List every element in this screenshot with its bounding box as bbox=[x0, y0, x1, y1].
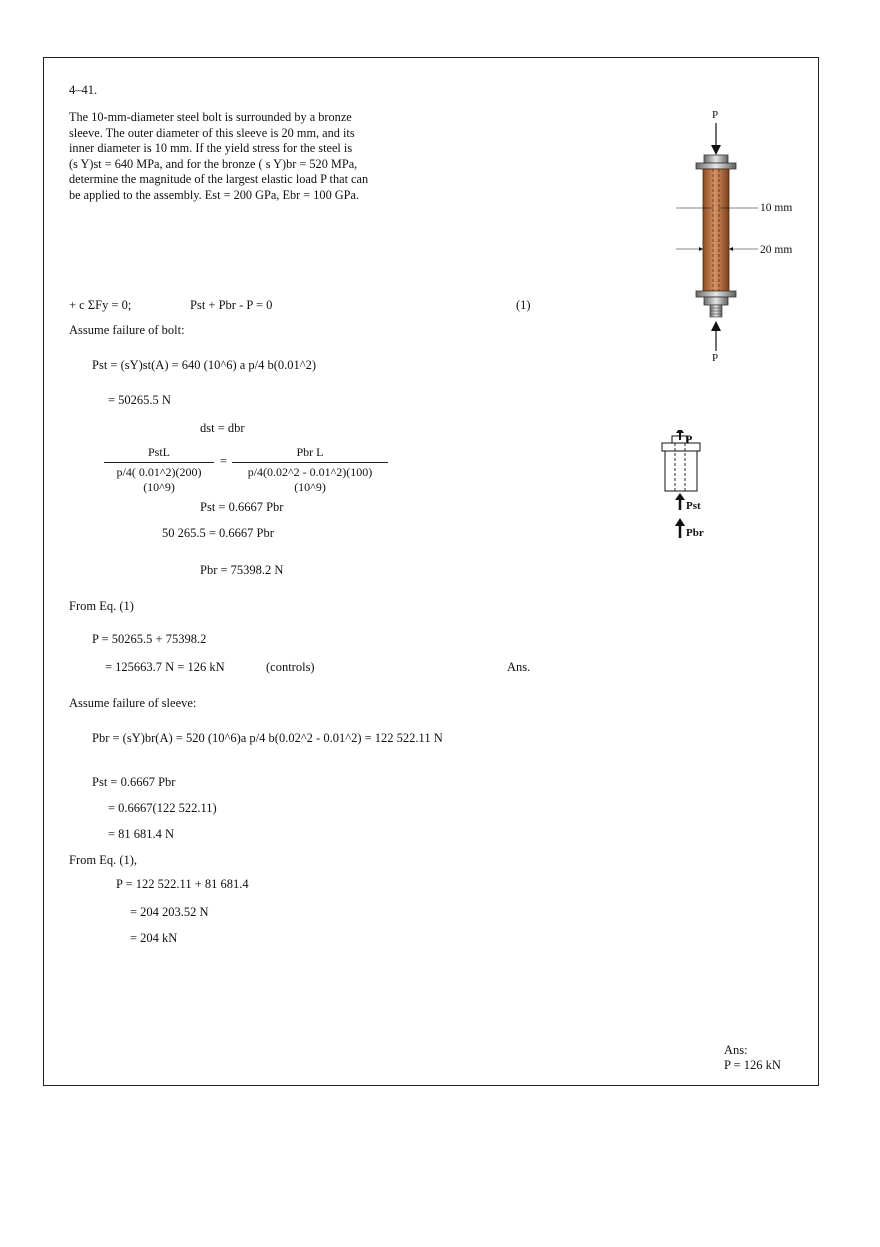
from-eq1-heading: From Eq. (1) bbox=[69, 599, 134, 613]
pbr-value: Pbr = 75398.2 N bbox=[200, 563, 284, 577]
dim-inner-label: 10 mm bbox=[760, 202, 793, 214]
load-label-top: P bbox=[712, 109, 719, 121]
p-result: = 125663.7 N = 126 kN bbox=[105, 660, 225, 674]
eq-sum-lhs: + c ΣFy = 0; bbox=[69, 298, 132, 312]
controls-note: (controls) bbox=[266, 660, 315, 674]
p-sum: P = 50265.5 + 75398.2 bbox=[92, 632, 207, 646]
load-label-bottom: P bbox=[712, 352, 719, 364]
answer-box-value: P = 126 kN bbox=[724, 1058, 781, 1072]
p2-value: = 204 203.52 N bbox=[130, 905, 209, 919]
p2-kn: = 204 kN bbox=[130, 931, 178, 945]
fbd-p-label: P bbox=[685, 432, 693, 446]
from-eq1b-heading: From Eq. (1), bbox=[69, 853, 138, 867]
problem-line: determine the magnitude of the largest elastic load P that can bbox=[69, 172, 369, 187]
compat-left-num: PstL bbox=[104, 445, 214, 463]
eq-sum-number: (1) bbox=[516, 298, 531, 312]
pst-calc: Pst = (sY)st(A) = 640 (10^6) a p/4 b(0.01^2) bbox=[92, 358, 317, 372]
dim-outer-label: 20 mm bbox=[760, 244, 793, 256]
compat-right-num: Pbr L bbox=[232, 445, 388, 463]
compat-left-den: p/4( 0.01^2)(200)(10^9) bbox=[116, 465, 202, 494]
equals-sign: = bbox=[220, 454, 228, 468]
pbr-calc: Pbr = (sY)br(A) = 520 (10^6)a p/4 b(0.02^2 - 0.01^2) = 122 522.11 N bbox=[92, 731, 443, 745]
assume-bolt-heading: Assume failure of bolt: bbox=[69, 323, 185, 337]
fbd-pbr-label: Pbr bbox=[686, 527, 704, 539]
pst-value: = 50265.5 N bbox=[108, 393, 171, 407]
compat-right-den: p/4(0.02^2 - 0.01^2)(100)(10^9) bbox=[247, 465, 373, 494]
pst2-value: = 81 681.4 N bbox=[108, 827, 175, 841]
compatibility: dst = dbr bbox=[200, 421, 245, 435]
ratio-substituted: 50 265.5 = 0.6667 Pbr bbox=[162, 526, 274, 540]
problem-statement bbox=[69, 110, 381, 204]
answer-box-label: Ans: bbox=[724, 1043, 748, 1057]
problem-line: be applied to the assembly. Est = 200 GPa, Ebr = 100 GPa. bbox=[69, 187, 360, 202]
problem-number: 4–41. bbox=[69, 83, 98, 97]
problem-line: inner diameter is 10 mm. If the yield stress for the steel is bbox=[69, 141, 353, 156]
problem-line: The 10-mm-diameter steel bolt is surrounded by a bronze bbox=[69, 110, 352, 124]
compat-fraction-left bbox=[104, 445, 214, 495]
assume-sleeve-heading: Assume failure of sleeve: bbox=[69, 696, 197, 710]
pst2-equation: Pst = 0.6667 Pbr bbox=[92, 775, 176, 789]
answer-label-inline: Ans. bbox=[507, 660, 531, 674]
fbd-pst-label: Pst bbox=[686, 500, 701, 512]
problem-line: (s Y)st = 640 MPa, and for the bronze ( s Y)br = 520 MPa, bbox=[69, 156, 358, 171]
problem-line: sleeve. The outer diameter of this sleeve is 20 mm, and its bbox=[69, 125, 355, 140]
p2-sum: P = 122 522.11 + 81 681.4 bbox=[116, 877, 249, 891]
compat-fraction-right bbox=[232, 445, 388, 495]
ratio-equation: Pst = 0.6667 Pbr bbox=[200, 500, 284, 514]
eq-sum: Pst + Pbr - P = 0 bbox=[190, 298, 273, 312]
pst2-substituted: = 0.6667(122 522.11) bbox=[108, 801, 217, 815]
bolt-sleeve-figure bbox=[660, 105, 800, 365]
